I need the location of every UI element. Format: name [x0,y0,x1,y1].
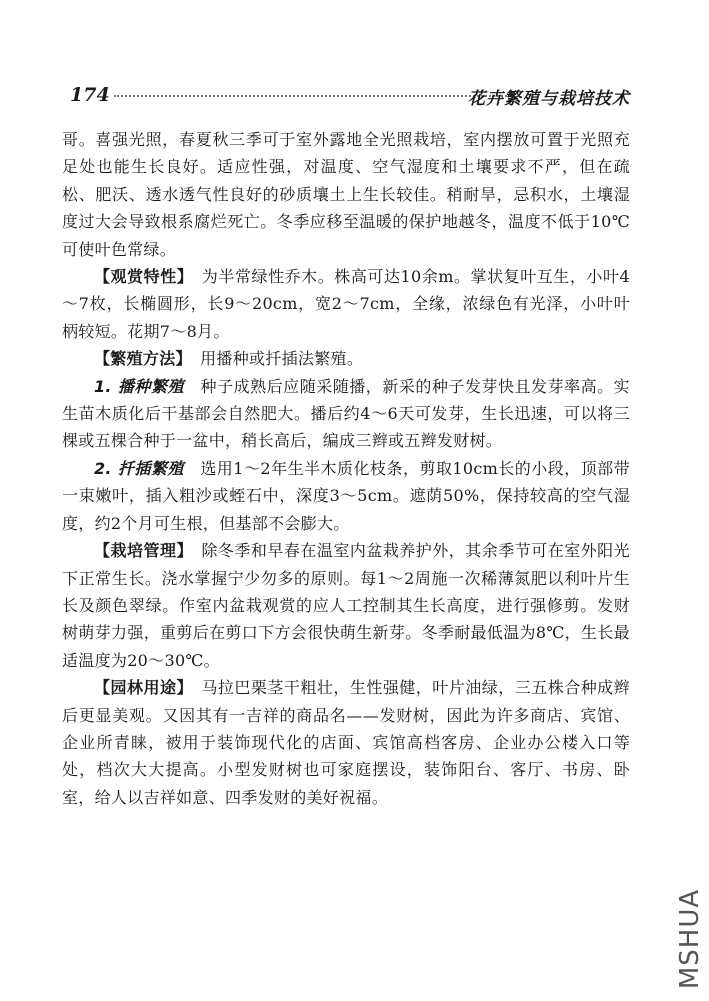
subsection-heading: 1. 播种繁殖 [94,376,185,396]
section-heading: 【观赏特性】 [94,267,186,287]
paragraph-text: 用播种或扦插法繁殖。 [200,349,364,369]
watermark [672,882,708,996]
paragraph-text: 选用1～2年生半木质化枝条，剪取10cm长的小段，顶部带一束嫩叶，插入粗沙或蛭石中，深度3～5cm。遮荫50%，保持较高的空气湿度，约2个月可生根，但基部不会膨大。 [62,458,630,533]
running-title: 花卉繁殖与栽培技术 [468,89,630,109]
page-header [70,80,630,110]
section-heading: 【园林用途】 [94,678,185,698]
section-heading: 【繁殖方法】 [94,349,184,369]
paragraph-text: 为半常绿性乔木。株高可达10余m。掌状复叶互生，小叶4～7枚，长椭圆形，长9～20cm，宽2～7cm，全缘，浓绿色有光泽，小叶叶柄较短。花期7～8月。 [62,267,630,341]
subsection-heading: 2. 扦插繁殖 [94,458,184,478]
paragraph-text: 除冬季和早春在温室内盆栽养护外，其余季节可在室外阳光下正常生长。浇水掌握宁少勿多的原则。每1～2周施一次稀薄氮肥以利叶片生长及颜色翠绿。作室内盆栽观赏的应人工控制其生长高度，进行强修剪。发财树萌芽力强，重剪后在剪口下方会很快萌生新芽。冬季耐最低温为8℃，生长最适温度为20～30℃。 [62,541,630,670]
header-rule [114,95,514,97]
page-number: 174 [70,84,110,106]
paragraph-landscape-use [62,674,630,811]
page-body [62,126,630,811]
paragraph-seed-propagation [62,373,630,455]
paragraph-text: 马拉巴栗茎干粗壮，生性强健，叶片油绿，三五株合种成辫后更显美观。又因其有一吉祥的商品名——发财树，因此为许多商店、宾馆、企业所青睐，被用于装饰现代化的店面、宾馆高档客房、企业办公楼入口等处，档次大大提高。小型发财树也可家庭摆设，装饰阳台、客厅、书房、卧室，给人以吉祥如意、四季发财的美好祝福。 [62,678,630,807]
watermark-text: MSHUA [675,888,705,990]
paragraph-text: 种子成熟后应随采随播，新采的种子发芽快且发芽率高。实生苗木质化后干基部会自然肥大。播后约4～6天可发芽，生长迅速，可以将三棵或五棵合种于一盆中，稍长高后，编成三辫或五辫发财树。 [62,376,630,451]
paragraph-cultivation-management [62,537,630,674]
paragraph-propagation-methods [62,345,630,372]
paragraph-ornamental-features [62,263,630,345]
section-heading: 【栽培管理】 [94,541,185,561]
paragraph-cutting-propagation [62,455,630,537]
paragraph-continuation [62,126,630,263]
paragraph-text: 哥。喜强光照，春夏秋三季可于室外露地全光照栽培，室内摆放可置于光照充足处也能生长良好。适应性强，对温度、空气湿度和土壤要求不严，但在疏松、肥沃、透水透气性良好的砂质壤土上生长较佳。稍耐旱，忌积水，土壤湿度过大会导致根系腐烂死亡。冬季应移至温暖的保护地越冬，温度不低于10℃可使叶色常绿。 [62,130,630,259]
